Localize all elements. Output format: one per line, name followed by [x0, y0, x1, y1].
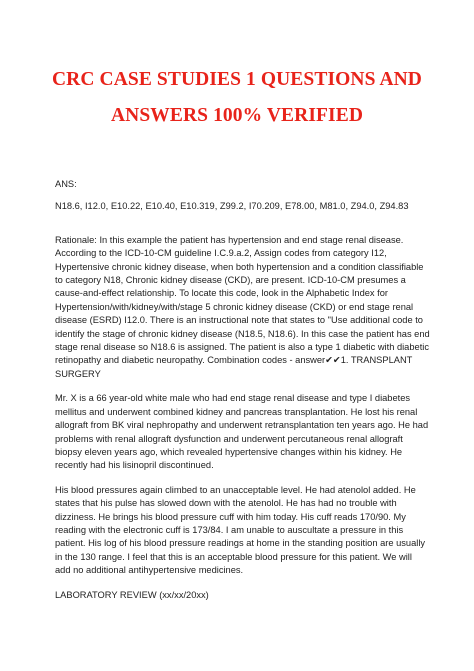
rationale-paragraph: Rationale: In this example the patient has hypertension and end stage renal disease. According to the ICD-10-CM guideline I.C.9.a.2, Assign codes from category I12, Hypertensive chronic kidney disease, when both hypertension and a condition classifiable to category N18, Chronic kidney disease (CKD), are present. ICD-10-CM presumes a cause-and-effect relationship. To locate this code, look in the Alphabetic Index for Hypertension/with/kidney/with/stage 5 chronic kidney disease (CKD) or end stage renal disease (ESRD) I12.0. There is an instructional note that states to "Use additional code to identify the stage of chronic kidney disease (N18.5, N18.6). In this case the patient has end stage renal disease so N18.6 is assigned. The patient is also a type 1 diabetic with diabetic retinopathy and diabetic neuropathy. Combination codes - answer✔✔1. TRANSPLANT SURGERY	[55, 234, 430, 379]
document-body	[55, 178, 430, 613]
title-line-2: ANSWERS 100% VERIFIED	[110, 105, 364, 126]
laboratory-review-heading: LABORATORY REVIEW (xx/xx/20xx)	[55, 589, 209, 600]
title-line-1: CRC CASE STUDIES 1 QUESTIONS AND	[51, 69, 422, 90]
answer-label: ANS:	[55, 179, 77, 189]
case-paragraph: Mr. X is a 66 year-old white male who had end stage renal disease and type I diabetes mellitus and underwent combined kidney and pancreas transplantation. He lost his renal allograft from BK viral nephropathy and underwent retransplantation ten years ago. He had problems with renal allograft dysfunction and underwent percutaneous renal allograft biopsy eleven years ago, which revealed hypertensive changes within his kidney. He recently had his lisinopril discontinued.	[55, 393, 429, 471]
document-title	[30, 62, 444, 134]
blood-pressure-paragraph: His blood pressures again climbed to an unacceptable level. He had atenolol added. He states that his pulse has slowed down with the atenolol. He has had no trouble with dizziness. He brings his blood pressure cuff with him today. His cuff reads 170/90. My reading with the electronic cuff is 173/84. I am unable to auscultate a pressure in this patient. His log of his blood pressure readings at home in the standing position are usually in the 130 range. I feel that this is an acceptable blood pressure for this patient. We will add no additional antihypertensive medicines.	[55, 484, 426, 576]
answer-codes: N18.6, I12.0, E10.22, E10.40, E10.319, Z99.2, I70.209, E78.00, M81.0, Z94.0, Z94.83	[55, 201, 409, 212]
